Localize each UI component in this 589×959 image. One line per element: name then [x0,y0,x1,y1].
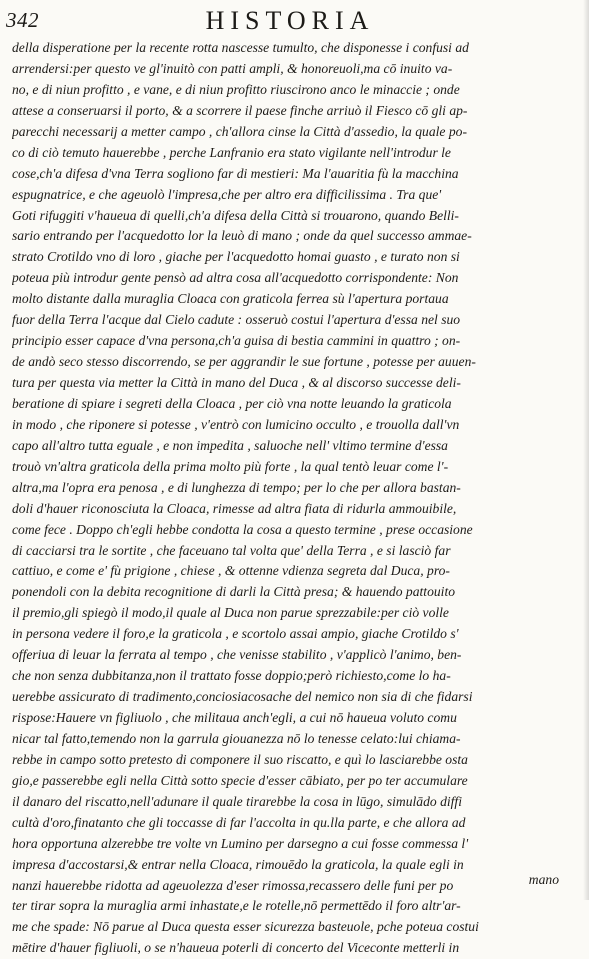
text-line: come fece . Doppo ch'egli hebbe condotta la cosa a questo termine , prese occasione [12,521,473,537]
text-line: altra,ma l'opra era penosa , e di lunghezza di tempo; per lo che per allora bastan- [12,479,461,495]
text-line: che non senza dubbitanza,non il trattato fosse doppio;però richiesto,come lo ha- [12,668,451,684]
running-head: HISTORIA [205,6,375,35]
text-line: impresa d'accostarsi,& entrar nella Cloaca, rimouēdo la graticola, la quale egli in [12,856,464,872]
text-line: nicar tal fatto,temendo non la garrula giouanezza nō lo tenesse celato:lui chiama- [12,730,461,746]
text-line: sario entrando per l'acquedotto lor la leuò di mano ; onde da quel successo ammae- [12,228,472,244]
text-line: attese a conseruarsi il porto, & a scorrere il paese finche arriuò il Fiesco cō gli ap- [12,102,468,118]
text-line: trouò vn'altra graticola della prima molto più forte , la qual tentò leuar come l'- [12,458,449,474]
text-line: tura per questa via metter la Città in mano del Duca , & al discorso successe deli- [12,375,461,390]
text-line: di cacciarsi tra le sortite , che faceuano tal volta que' della Terra , e si lasciò far [12,542,451,558]
text-line: co di ciò temuto hauerebbe , perche Lanfranio era stato vigilante nell'introdur le [12,144,451,160]
text-line: molto distante dalla muraglia Cloaca con graticola ferrea sù l'apertura portaua [12,291,449,307]
text-line: cultà d'oro,finatanto che gli toccasse di far l'accolta in qu.lla parte, e che allora ad [12,814,466,830]
text-line: hora opportuna alzerebbe tre volte vn Lumino per darsegno a cui fosse commessa l' [12,835,469,851]
text-line: offeriua di leuar la ferrata al tempo , che venisse stabilito , v'applicò l'animo, ben- [12,647,462,663]
body-text [12,38,577,959]
text-line: ponendoli con la debita recognitione di darli la Città presa; & hauendo pattouito [12,584,456,600]
text-line: in modo , che riponere si potesse , v'entrò con lumicino occulto , e trouolla dall'vn [12,416,460,432]
text-line: me che spade: Nō parue al Duca questa esser sicurezza basteuole, pche poteua costui [12,919,479,935]
text-line: ter tirar sopra la muraglia armi inhastate,e le rotelle,nō permettēdo il foro altr'ar- [12,898,461,914]
text-line: Goti rifuggiti v'haueua di quelli,ch'a difesa della Città si trouarono, quando Belli- [12,207,459,223]
text-line: in persona vedere il foro,e la graticola , e scortolo assai ampio, giache Crotildo s' [12,626,459,642]
text-line: arrendersi:per questo ve gl'inuitò con patti ampli, & honoreuoli,ma cō inuito va- [12,60,453,76]
text-line: uerebbe assicurato di tradimento,conciosiacosache del nemico non sia di che fidarsi [12,689,473,705]
text-line: rispose:Hauere vn figliuolo , che militaua anch'egli, a cui nō haueua voluto comu [12,710,457,725]
text-line: principio esser capace d'vna persona,ch'a guisa di bestia cammini in quattro ; on- [12,333,461,349]
text-line: mētire d'hauer figliuoli, o se n'haueua poterli di concerto del Viceconte metterli in [12,940,460,956]
catchword: mano [528,872,559,887]
page-edge-shadow [583,0,589,900]
text-line: gio,e passerebbe egli nella Città sotto specie d'esser cābiato, per po ter accumulare [12,772,468,788]
text-line: fuor della Terra l'acque dal Cielo cadute : osseruò costui l'apertura d'essa nel suo [12,312,461,328]
text-line: capo all'altro tutta eguale , e non impedita , saluoche nell' vltimo termine d'essa [12,437,448,453]
text-line: doli d'hauer riconosciuta la Cloaca, rimesse ad altra fiata di ridurla ammouibile, [12,500,457,516]
text-line: strato Crotildo vno di loro , giache per l'acquedotto homai guasto , e turato non si [12,249,460,265]
text-line: no, e di niun profitto , e vane, e di niun profitto riuscirono anco le minaccie ; onde [12,81,460,97]
text-line: della disperatione per la recente rotta nascesse tumulto, che disponesse i confusi ad [12,40,469,55]
text-line: nanzi hauerebbe ridotta ad ageuolezza d'eser rimossa,recassero delle funi per po [12,877,454,893]
text-line: il premio,gli spiegò il modo,il quale al Duca non parue sprezzabile:per ciò volle [12,605,449,621]
text-line: cose,ch'a difesa d'vna Terra sogliono far di mestieri: Ma l'auaritia fù la macchina [12,165,459,181]
text-line: cattiuo, e come e' fù prigione , chiese , & ottenne vdienza segreta dal Duca, pro- [12,563,450,579]
text-line: parecchi necessarij a metter campo , ch'allora cinse la Città d'assedio, la quale po- [12,123,467,139]
text-line: espugnatrice, e che ageuolò l'impresa,che per altro era difficilissima . Tra que' [12,186,442,202]
text-line: rebbe in campo sotto pretesto di componere il suo riscatto, e quì lo lasciarebbe osta [12,751,468,767]
text-line: poteua più introdur gente pensò ad altra cosa all'acquedotto corrispondente: Non [12,270,459,286]
text-line: de andò seco stesso discorrendo, se per aggrandir le sue fortune , potesse per auuen- [12,354,476,370]
page-number: 342 [6,8,39,32]
text-line: beratione di spiare i segreti della Cloaca , per ciò vna notte leuando la graticola [12,395,452,411]
text-line: il danaro del riscatto,nell'adunare il quale tirarebbe la cosa in lūgo, simulādo diffi [12,793,462,809]
